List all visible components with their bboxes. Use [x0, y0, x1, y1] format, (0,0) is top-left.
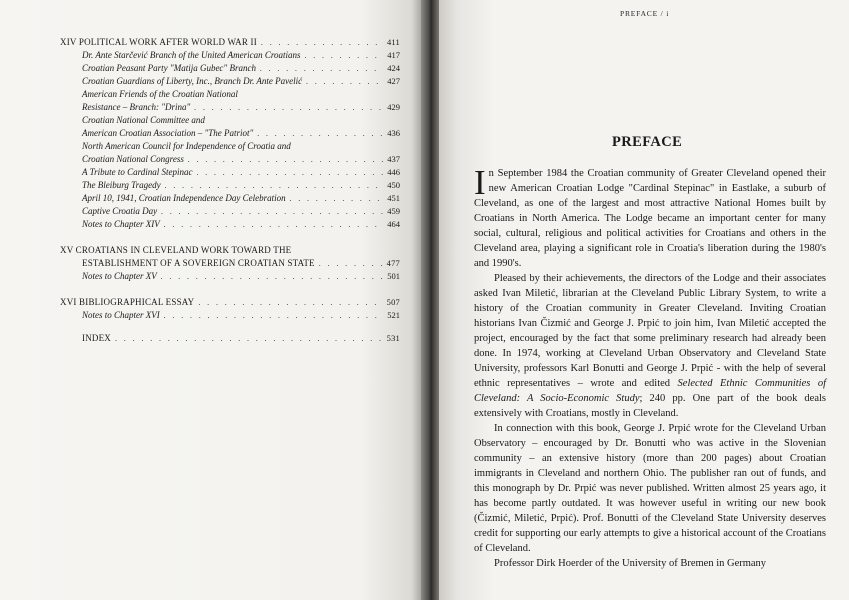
toc-entry — [82, 167, 400, 178]
leader-dots — [115, 333, 383, 344]
leader-dots — [165, 180, 384, 191]
toc-entry-title: Captive Croatia Day — [82, 206, 158, 216]
toc-page-number: 501 — [387, 271, 400, 281]
toc-page-number: 477 — [386, 258, 400, 268]
leader-dots — [261, 37, 383, 48]
toc-page-number: 446 — [387, 167, 400, 177]
toc-entry — [82, 76, 400, 87]
page-title: PREFACE — [612, 134, 683, 150]
toc-chapter-14 — [60, 37, 400, 48]
toc-page-number: 507 — [386, 297, 400, 307]
toc-entry — [82, 102, 400, 113]
leader-dots — [319, 258, 383, 269]
leader-dots — [306, 76, 383, 87]
table-of-contents — [0, 0, 424, 600]
toc-entry — [82, 206, 400, 217]
toc-chapter-16 — [60, 297, 400, 308]
leader-dots — [257, 128, 383, 139]
toc-page-number: 436 — [387, 128, 400, 138]
toc-page-number: 424 — [387, 63, 400, 73]
toc-page-number: 429 — [387, 102, 400, 112]
toc-entry-title: Dr. Ante Starčević Branch of the United American Croatians — [82, 50, 301, 60]
running-head: PREFACE / i — [620, 9, 670, 18]
leader-dots — [164, 310, 384, 321]
toc-entry-title: Notes to Chapter XIV — [82, 219, 160, 229]
toc-entry — [82, 219, 400, 230]
leader-dots — [197, 167, 384, 178]
paragraph — [474, 421, 826, 556]
toc-entry-title: American Friends of the Croatian National — [82, 89, 238, 99]
toc-entry-title: Croatian National Committee and — [82, 115, 205, 125]
toc-entry-title: A Tribute to Cardinal Stepinac — [82, 167, 193, 177]
leader-dots — [164, 219, 384, 230]
paragraph-text: In connection with this book, George J. Prpić wrote for the Cleveland Urban Observatory – encouraged by Dr. Bonutti who was active in the Slovenian community – an extensive history (more than 200 pages) about Croatian immigrants in Cleveland and northern Ohio. The publisher ran out of funds, and this monograph by Dr. Prpić was never published. Written almost 25 years ago, it has become partly outdated. It was however useful in writing our new book (Čizmić, Miletić, Prpić). Prof. Bonutti of the Cleveland State University deserves credit for supporting our early attempts to give a historical account of the Croatians of Cleveland. — [474, 423, 826, 554]
toc-entry-title: The Bleiburg Tragedy — [82, 180, 161, 190]
toc-page-number: 417 — [387, 50, 400, 60]
toc-entry — [82, 154, 400, 165]
toc-entry-title: Croatian National Congress — [82, 154, 184, 164]
leader-dots — [161, 206, 383, 217]
paragraph — [474, 163, 826, 271]
paragraph-text: Pleased by their achievements, the directors of the Lodge and their associates asked Ivan Miletić, librarian at the Cleveland Public Library System, to write a history of the Croatian community in Greater Cleveland. Inviting Croatian historians Ivan Čizmić and George J. Prpić to join him, Ivan Miletić accepted the project, encouraged by the fact that some preliminary research had already been done. In 1974, working at Cleveland Urban Observatory and Cleveland State University, professors Karl Bonutti and George J. Prpić - with the help of several ethnic representatives – wrote and edited — [474, 273, 826, 389]
toc-page-number: 459 — [387, 206, 400, 216]
leader-dots — [260, 63, 383, 74]
toc-entry — [82, 193, 400, 204]
toc-page-number: 411 — [386, 37, 400, 47]
toc-entry-title: Croatian Peasant Party "Matija Gubec" Branch — [82, 63, 256, 73]
leader-dots — [161, 271, 384, 282]
toc-page-number: 531 — [386, 333, 400, 343]
toc-entry-title: Croatian Guardians of Liberty, Inc., Branch Dr. Ante Pavelić — [82, 76, 303, 86]
toc-chapter-15 — [82, 258, 400, 269]
leader-dots — [198, 297, 382, 308]
paragraph-text: n September 1984 the Croatian community of Greater Cleveland opened their new American Croatian Lodge "Cardinal Stepinac" in Eastlake, a suburb of Cleveland, as one of the largest and most attractive National Homes built by Croatians in North America. The Lodge became an important center for many social, cultural, religious and political activities for Croatians and others in the Cleveland area, playing a significant role in Croatia's liberation during the 1980's and 1990's. — [474, 168, 826, 269]
toc-page-number: 437 — [387, 154, 400, 164]
toc-entry — [82, 180, 400, 191]
toc-index — [82, 333, 400, 344]
leader-dots — [290, 193, 384, 204]
leader-dots — [194, 102, 383, 113]
toc-entry-title: April 10, 1941, Croatian Independence Day Celebration — [82, 193, 286, 203]
toc-entry — [82, 271, 400, 282]
toc-chapter-16-title: XVI BIBLIOGRAPHICAL ESSAY — [60, 297, 195, 307]
toc-entry-title: North American Council for Independence of Croatia and — [82, 141, 291, 151]
toc-entry-title: Notes to Chapter XVI — [82, 310, 160, 320]
paragraph-text: Professor Dirk Hoerder of the University of Bremen in Germany — [494, 558, 767, 569]
toc-entry — [82, 310, 400, 321]
toc-page-number: 427 — [387, 76, 400, 86]
toc-entry-title: Resistance – Branch: "Drina" — [82, 102, 191, 112]
book-title: Selected Ethnic Communities of Cleveland: A Socio-Economic Study — [474, 378, 826, 404]
toc-page-number: 521 — [387, 310, 400, 320]
toc-entry-title: American Croatian Association – "The Patriot" — [82, 128, 254, 138]
toc-page-number: 450 — [387, 180, 400, 190]
toc-chapter-15-title-cont: ESTABLISHMENT OF A SOVEREIGN CROATIAN STATE — [82, 258, 315, 268]
toc-entry-title: Notes to Chapter XV — [82, 271, 157, 281]
toc-entry — [82, 50, 400, 61]
toc-page-number: 464 — [387, 219, 400, 229]
leader-dots — [188, 154, 383, 165]
leader-dots — [305, 50, 384, 61]
toc-chapter-15-title: XV CROATIANS IN CLEVELAND WORK TOWARD THE — [60, 245, 292, 255]
paragraph — [474, 271, 826, 421]
toc-index-title: INDEX — [82, 333, 111, 343]
preface-body — [474, 163, 826, 571]
toc-chapter-14-title: XIV POLITICAL WORK AFTER WORLD WAR II — [60, 37, 257, 47]
toc-page-number: 451 — [387, 193, 400, 203]
paragraph-text: ; 240 pp. One part of the book deals extensively with Croatians, mostly in Cleveland. — [474, 393, 826, 419]
toc-entry — [82, 128, 400, 139]
paragraph — [474, 556, 826, 571]
drop-cap: I — [474, 163, 486, 202]
toc-entry — [82, 63, 400, 74]
